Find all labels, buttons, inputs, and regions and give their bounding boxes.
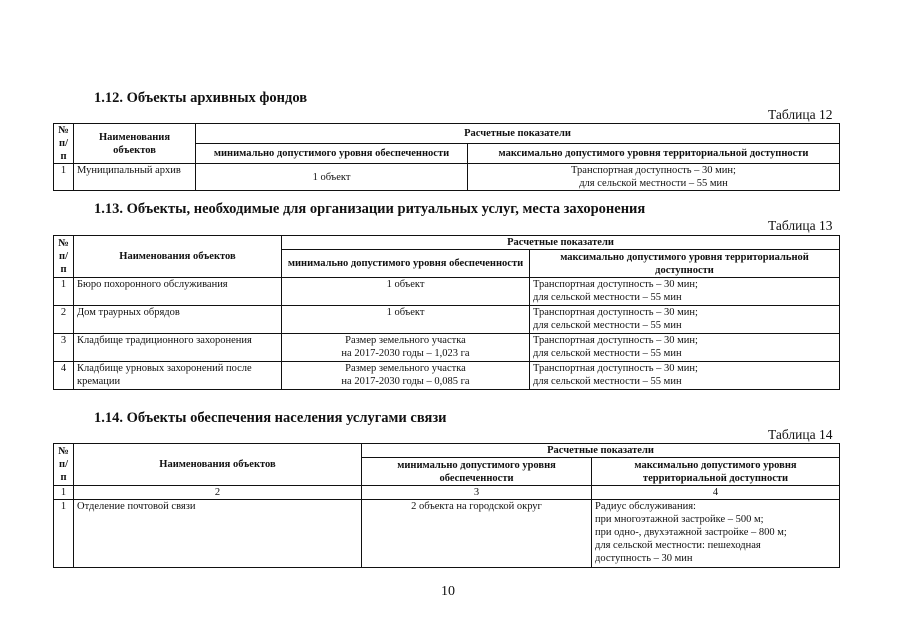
- cell-max-line: доступность – 30 мин: [595, 553, 693, 564]
- cell-max-line: для сельской местности: пешеходная: [595, 540, 761, 551]
- cell-min-line: 1 объект: [386, 279, 425, 290]
- table-caption-12: Таблица 12: [768, 107, 833, 122]
- header-max: максимально допустимого уровня территориальной доступности: [530, 250, 840, 278]
- table-row: [54, 500, 840, 568]
- cell-min: [282, 278, 530, 306]
- table-14: [53, 443, 840, 568]
- table-row: [54, 164, 840, 191]
- cell-max-line: Радиус обслуживания:: [595, 501, 696, 512]
- cell-min-line: Размер земельного участка: [345, 335, 466, 346]
- table-caption-14: Таблица 14: [768, 427, 833, 442]
- section-title-1-13: 1.13. Объекты, необходимые для организации ритуальных услуг, места захоронения: [94, 201, 646, 217]
- cell-max-line: для сельской местности – 55 мин: [533, 292, 682, 303]
- cell-max: [592, 500, 840, 568]
- header-name: Наименования объектов: [74, 236, 282, 278]
- cell-number: 3: [54, 334, 74, 362]
- cell-max-line: для сельской местности – 55 мин: [533, 376, 682, 387]
- table-12: [53, 123, 840, 191]
- header-min: минимально допустимого уровня обеспеченности: [362, 458, 592, 486]
- cell-max-line: Транспортная доступность – 30 мин;: [533, 335, 698, 346]
- cell-name: Бюро похоронного обслуживания: [74, 278, 282, 306]
- header-number: № п/п: [54, 444, 74, 486]
- cell-min: 2 объекта на городской округ: [362, 500, 592, 568]
- cell-number: 1: [54, 164, 74, 191]
- cell-name: Кладбище урновых захоронений после кремации: [74, 362, 282, 390]
- cell-max-line: при одно-, двухэтажной застройке – 800 м;: [595, 527, 787, 538]
- section-title-1-12: 1.12. Объекты архивных фондов: [94, 90, 308, 106]
- column-number: 3: [362, 486, 592, 500]
- column-number: 1: [54, 486, 74, 500]
- cell-max: [530, 306, 840, 334]
- cell-min-line: Размер земельного участка: [345, 363, 466, 374]
- cell-min: [282, 334, 530, 362]
- header-calc: Расчетные показатели: [196, 124, 840, 144]
- cell-max: [530, 278, 840, 306]
- header-calc: Расчетные показатели: [362, 444, 840, 458]
- cell-min-line: на 2017-2030 годы – 1,023 га: [341, 348, 470, 359]
- cell-number: 4: [54, 362, 74, 390]
- cell-min: [282, 306, 530, 334]
- table-caption-13: Таблица 13: [768, 218, 833, 233]
- cell-min-line: на 2017-2030 годы – 0,085 га: [341, 376, 470, 387]
- cell-number: 1: [54, 500, 74, 568]
- section-title-1-14: 1.14. Объекты обеспечения населения услугами связи: [94, 410, 447, 426]
- column-number: 4: [592, 486, 840, 500]
- table-row: [54, 362, 840, 390]
- cell-max: [530, 334, 840, 362]
- cell-max-line: Транспортная доступность – 30 мин;: [533, 279, 698, 290]
- table-row: [54, 278, 840, 306]
- cell-name: Кладбище традиционного захоронения: [74, 334, 282, 362]
- cell-max: [468, 164, 840, 191]
- header-max: максимально допустимого уровня территориальной доступности: [468, 144, 840, 164]
- column-number: 2: [74, 486, 362, 500]
- header-number: № п/п: [54, 236, 74, 278]
- table-row: [54, 334, 840, 362]
- header-name: Наименования объектов: [74, 444, 362, 486]
- cell-min-line: 1 объект: [386, 307, 425, 318]
- cell-min: 1 объект: [196, 164, 468, 191]
- cell-max-line: для сельской местности – 55 мин: [533, 320, 682, 331]
- cell-name: Муниципальный архив: [74, 164, 196, 191]
- cell-max-line: Транспортная доступность – 30 мин;: [533, 307, 698, 318]
- page-number: 10: [441, 584, 455, 599]
- table-13: [53, 235, 840, 390]
- cell-number: 2: [54, 306, 74, 334]
- header-max: максимально допустимого уровня территориальной доступности: [592, 458, 840, 486]
- cell-name: Дом траурных обрядов: [74, 306, 282, 334]
- cell-name: Отделение почтовой связи: [74, 500, 362, 568]
- header-min: минимально допустимого уровня обеспеченности: [282, 250, 530, 278]
- header-number: № п/п: [54, 124, 74, 164]
- cell-number: 1: [54, 278, 74, 306]
- cell-min: [282, 362, 530, 390]
- cell-max: [530, 362, 840, 390]
- cell-max-line: Транспортная доступность – 30 мин;: [571, 165, 736, 176]
- cell-max-line: при многоэтажной застройке – 500 м;: [595, 514, 764, 525]
- header-min: минимально допустимого уровня обеспеченности: [196, 144, 468, 164]
- header-calc: Расчетные показатели: [282, 236, 840, 250]
- column-number-row: [54, 486, 840, 500]
- table-row: [54, 306, 840, 334]
- header-name: Наименования объектов: [74, 124, 196, 164]
- cell-max-line: для сельской местности – 55 мин: [533, 348, 682, 359]
- cell-max-line: для сельской местности – 55 мин: [579, 178, 728, 189]
- cell-max-line: Транспортная доступность – 30 мин;: [533, 363, 698, 374]
